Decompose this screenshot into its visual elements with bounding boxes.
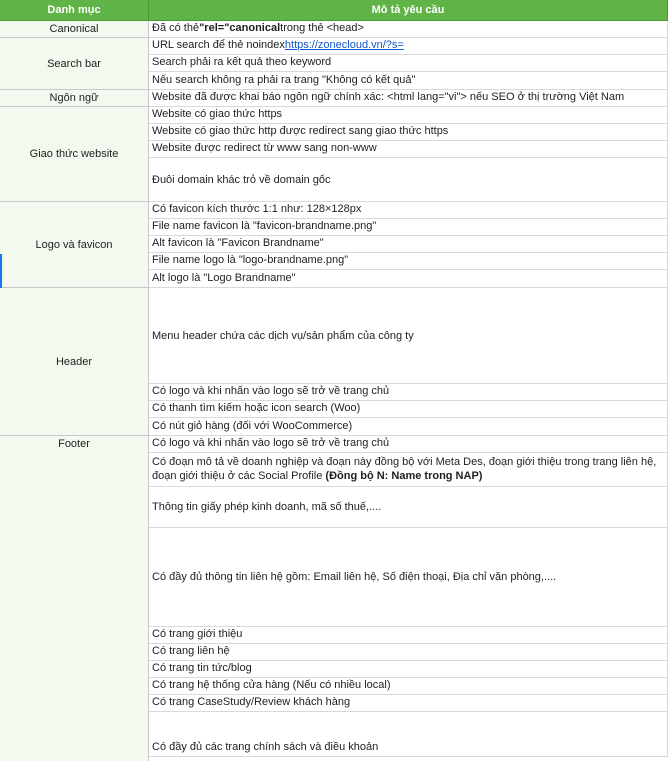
- cell-text-bold: (Đồng bộ N: Name trong NAP): [325, 470, 483, 482]
- category-cell-logo-favicon[interactable]: Logo và favicon: [0, 202, 149, 288]
- description-cell[interactable]: Có đầy đủ thông tin liên hệ gồm: Email liên hệ, Số điện thoại, Địa chỉ văn phòng,....: [149, 528, 668, 627]
- description-cell[interactable]: Website được redirect từ www sang non-www: [149, 141, 668, 158]
- column-header-description[interactable]: Mô tả yêu cầu: [149, 0, 668, 21]
- category-cell-header[interactable]: Header: [0, 288, 149, 436]
- description-cell[interactable]: Có trang giới thiệu: [149, 627, 668, 644]
- description-cell[interactable]: Có nút giỏ hàng (đối với WooCommerce): [149, 418, 668, 436]
- cell-text: Đã có thẻ: [152, 22, 200, 34]
- description-cell[interactable]: Alt logo là "Logo Brandname": [149, 270, 668, 288]
- description-cell[interactable]: Nếu search không ra phải ra trang "Không có kết quả": [149, 72, 668, 90]
- category-cell-footer[interactable]: Footer: [0, 436, 149, 761]
- description-cell[interactable]: Có logo và khi nhấn vào logo sẽ trở về trang chủ: [149, 384, 668, 401]
- description-cell[interactable]: Có trang hệ thống cửa hàng (Nếu có nhiều local): [149, 678, 668, 695]
- description-cell[interactable]: Website có giao thức http được redirect sang giao thức https: [149, 124, 668, 141]
- description-cell[interactable]: Có trang tin tức/blog: [149, 661, 668, 678]
- description-cell[interactable]: Có trang liên hệ: [149, 644, 668, 661]
- row-selection-indicator: [0, 254, 2, 288]
- description-cell[interactable]: Search phải ra kết quả theo keyword: [149, 55, 668, 72]
- cell-text: URL search để thẻ noindex: [152, 39, 285, 51]
- description-cell[interactable]: Website có giao thức https: [149, 107, 668, 124]
- description-cell[interactable]: Có đầy đủ các trang chính sách và điều khoản: [149, 712, 668, 757]
- description-cell[interactable]: Alt favicon là "Favicon Brandname": [149, 236, 668, 253]
- description-cell[interactable]: [149, 21, 668, 38]
- description-cell[interactable]: Có thanh tìm kiếm hoặc icon search (Woo): [149, 401, 668, 418]
- cell-text: Có đoạn mô tả về doanh nghiệp và đoạn này đồng bộ với Meta Des, đoạn giới thiệu trong trang liên hệ, đoạn giới thiệu ở các Social Profile: [152, 456, 657, 482]
- description-cell[interactable]: Menu header chứa các dịch vụ/sản phẩm của công ty: [149, 288, 668, 384]
- description-cell[interactable]: File name logo là "logo-brandname.png": [149, 253, 668, 270]
- category-cell-language[interactable]: Ngôn ngữ: [0, 90, 149, 107]
- category-cell-search-bar[interactable]: Search bar: [0, 38, 149, 90]
- description-cell[interactable]: Có logo và khi nhấn vào logo sẽ trở về trang chủ: [149, 436, 668, 453]
- description-cell[interactable]: [149, 38, 668, 55]
- description-cell[interactable]: Đuôi domain khác trỏ về domain gốc: [149, 158, 668, 202]
- cell-text: trong thẻ <head>: [280, 22, 364, 34]
- description-cell[interactable]: File name favicon là "favicon-brandname.png": [149, 219, 668, 236]
- description-cell[interactable]: Có favicon kích thước 1:1 như: 128×128px: [149, 202, 668, 219]
- description-cell[interactable]: Thông tin giấy phép kinh doanh, mã số thuế,....: [149, 487, 668, 528]
- description-cell[interactable]: Có trang CaseStudy/Review khách hàng: [149, 695, 668, 712]
- column-header-category[interactable]: Danh mục: [0, 0, 149, 21]
- search-url-link[interactable]: https://zonecloud.vn/?s=: [284, 39, 404, 51]
- category-cell-protocol[interactable]: Giao thức website: [0, 107, 149, 202]
- description-cell[interactable]: Website đã được khai báo ngôn ngữ chính xác: <html lang="vi"> nếu SEO ở thị trường Việt Nam: [149, 90, 668, 107]
- category-cell-canonical[interactable]: Canonical: [0, 21, 149, 38]
- cell-text-bold: "rel="canonical: [199, 22, 281, 34]
- description-cell[interactable]: [149, 453, 668, 487]
